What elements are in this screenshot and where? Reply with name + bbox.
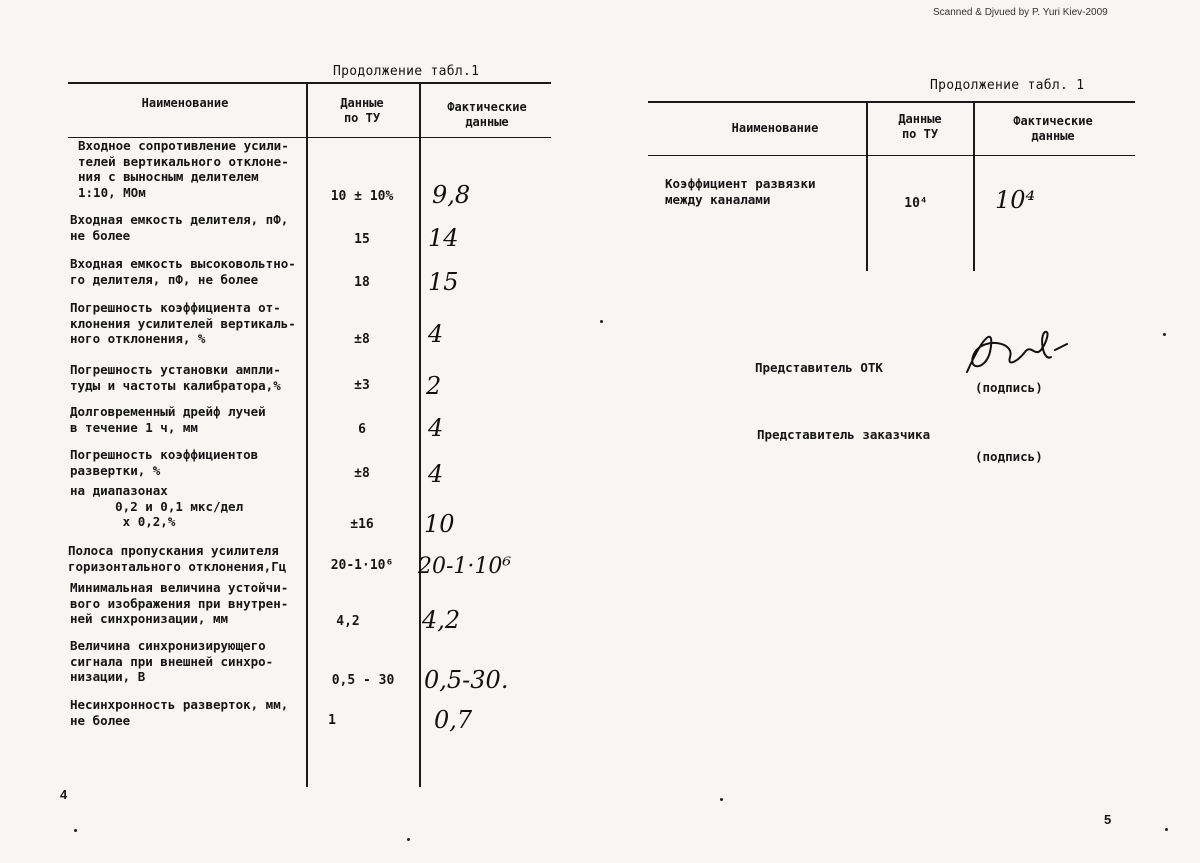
row-tu-value: ±8 xyxy=(354,466,370,481)
row-name: Входная емкость высоковольтно- го делителя, пФ, не более xyxy=(70,256,296,287)
row-tu-value: 20-1·10⁶ xyxy=(330,558,394,573)
row-name: Входное сопротивление усили- телей вертикального отклоне- ния с выносным делителем 1:10, МОм xyxy=(78,138,289,200)
row-actual-handwritten: 4 xyxy=(428,320,444,348)
left-table-caption: Продолжение табл.1 xyxy=(333,64,480,79)
row-name: Несинхронность разверток, мм, не более xyxy=(70,697,289,728)
column-divider-2 xyxy=(419,82,421,787)
row-name: Погрешность коэффициента от- клонения усилителей вертикаль- ного отклонения, % xyxy=(70,300,296,346)
table-top-rule xyxy=(648,101,1135,103)
row-name: Долговременный дрейф лучей в течение 1 ч, мм xyxy=(70,404,266,435)
row-tu-value: 18 xyxy=(354,275,370,290)
row-actual-handwritten: 0,7 xyxy=(434,706,473,734)
scan-speck xyxy=(720,798,723,801)
row-actual-handwritten: 20-1·10⁶ xyxy=(418,554,512,579)
page-number: 5 xyxy=(1104,812,1112,827)
column-divider-1 xyxy=(306,82,308,787)
page-number: 4 xyxy=(60,787,68,802)
row-name: Погрешность коэффициентов развертки, % xyxy=(70,447,259,478)
row-actual-handwritten: 10 xyxy=(424,510,455,538)
row-name: Полоса пропускания усилителя горизонтального отклонения,Гц xyxy=(68,543,287,574)
scan-speck xyxy=(407,838,410,841)
row-name: Минимальная величина устойчи- вого изображения при внутрен- ней синхронизации, мм xyxy=(70,580,289,626)
row-tu-value: 1 xyxy=(328,713,336,728)
row-tu-value: 10⁴ xyxy=(904,196,928,211)
column-divider-2 xyxy=(973,101,975,271)
row-actual-handwritten: 9,8 xyxy=(432,181,471,209)
row-tu-value: 4,2 xyxy=(336,614,360,629)
row-actual-handwritten: 4,2 xyxy=(422,606,461,634)
scan-speck xyxy=(1163,333,1166,336)
header-name: Наименование xyxy=(141,96,229,110)
right-table-caption: Продолжение табл. 1 xyxy=(930,78,1085,93)
row-name: Погрешность установки ампли- туды и частоты калибратора,% xyxy=(70,362,281,393)
row-tu-value: 15 xyxy=(354,232,370,247)
row-actual-handwritten: 10⁴ xyxy=(995,186,1036,214)
header-name: Наименование xyxy=(731,121,819,135)
scan-speck xyxy=(1165,828,1168,831)
customer-representative-label: Представитель заказчика xyxy=(757,427,931,442)
row-name: Коэффициент развязки между каналами xyxy=(665,176,816,207)
row-name: Величина синхронизирующего сигнала при внешней синхро- низации, В xyxy=(70,638,274,684)
signature-caption: (подпись) xyxy=(975,380,1043,395)
header-tu: Данные по ТУ xyxy=(898,112,942,141)
row-name: на диапазонах 0,2 и 0,1 мкс/дел x 0,2,% xyxy=(70,483,244,529)
row-tu-value: 6 xyxy=(358,422,366,437)
scan-speck xyxy=(74,829,77,832)
row-tu-value: ±16 xyxy=(350,517,374,532)
row-name: Входная емкость делителя, пФ, не более xyxy=(70,212,289,243)
table-top-rule xyxy=(68,82,551,84)
row-actual-handwritten: 0,5-30. xyxy=(424,666,509,694)
header-actual: Фактические данные xyxy=(1013,114,1093,143)
table-header-rule xyxy=(648,155,1135,156)
scan-speck xyxy=(600,320,603,323)
scan-credit: Scanned & Djvued by P. Yuri Kiev-2009 xyxy=(933,7,1108,18)
row-actual-handwritten: 14 xyxy=(428,224,459,252)
row-actual-handwritten: 15 xyxy=(428,268,459,296)
column-divider-1 xyxy=(866,101,868,271)
otk-representative-label: Представитель ОТК xyxy=(755,360,883,375)
row-actual-handwritten: 2 xyxy=(426,372,442,400)
header-tu: Данные по ТУ xyxy=(340,96,384,125)
signature-scribble xyxy=(955,322,1075,382)
row-actual-handwritten: 4 xyxy=(428,460,444,488)
signature-caption: (подпись) xyxy=(975,449,1043,464)
row-tu-value: ±3 xyxy=(354,378,370,393)
header-actual: Фактические данные xyxy=(447,100,527,129)
row-tu-value: 0,5 - 30 xyxy=(331,673,395,688)
row-tu-value: ±8 xyxy=(354,332,370,347)
row-actual-handwritten: 4 xyxy=(428,414,444,442)
row-tu-value: 10 ± 10% xyxy=(330,189,394,204)
